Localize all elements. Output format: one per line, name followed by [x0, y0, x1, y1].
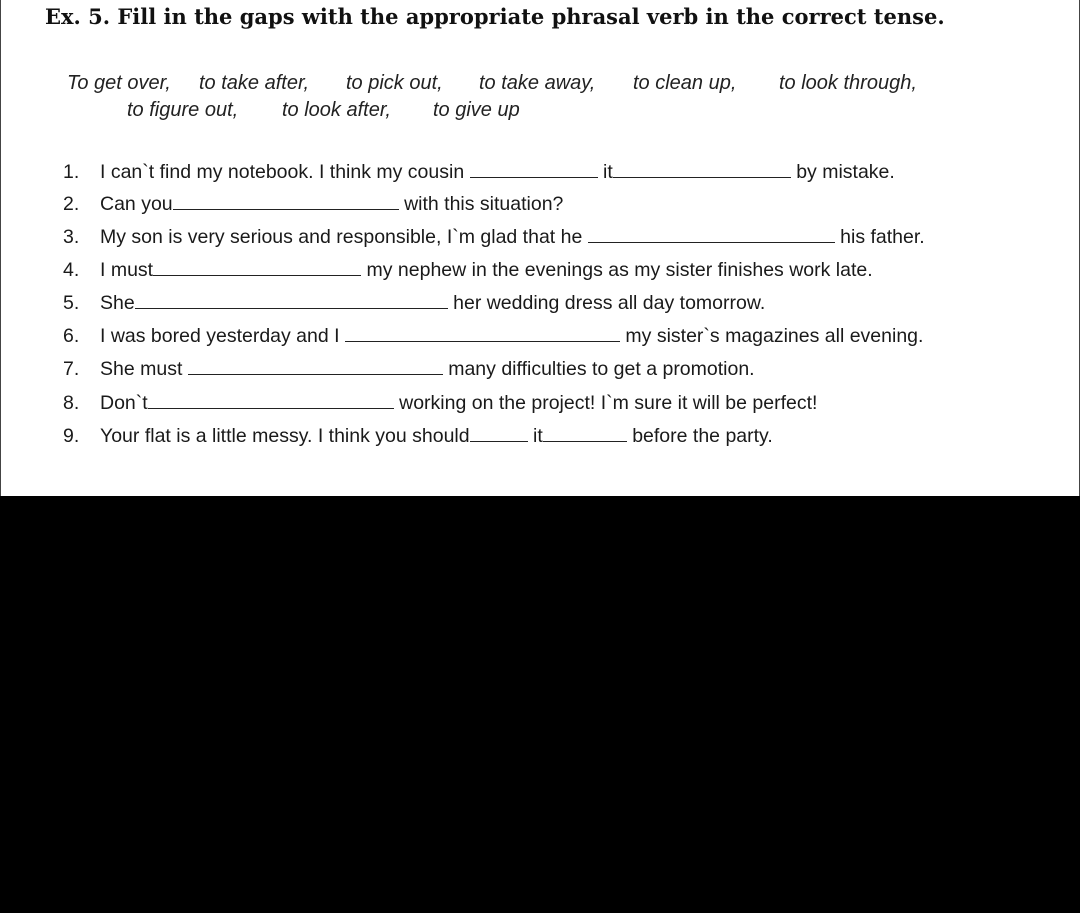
word-bank-item: to look after,: [282, 99, 391, 121]
item-number: 6.: [63, 325, 80, 347]
answer-blank[interactable]: [135, 290, 448, 309]
answer-blank[interactable]: [148, 390, 394, 409]
list-item: [63, 390, 817, 420]
answer-blank[interactable]: [153, 257, 361, 276]
list-item: [63, 159, 895, 189]
item-number: 1.: [63, 161, 80, 183]
item-text: I was bored yesterday and I: [100, 325, 340, 347]
item-text: my sister`s magazines all evening.: [625, 325, 924, 347]
item-text: my nephew in the evenings as my sister finishes work late.: [366, 259, 873, 281]
item-text: My son is very serious and responsible, I`m glad that he: [100, 226, 583, 248]
item-text: before the party.: [632, 425, 773, 447]
item-text: it: [603, 161, 613, 183]
list-item: [63, 356, 755, 386]
answer-blank[interactable]: [470, 159, 598, 178]
answer-blank[interactable]: [345, 323, 620, 342]
answer-blank[interactable]: [470, 423, 528, 442]
item-number: 5.: [63, 292, 80, 314]
list-item: [63, 290, 765, 320]
item-text: his father.: [840, 226, 925, 248]
list-item: [63, 257, 873, 287]
item-text: her wedding dress all day tomorrow.: [453, 292, 766, 314]
word-bank-item: to clean up,: [633, 72, 737, 94]
word-bank-item: to take after,: [199, 72, 310, 94]
list-item: [63, 191, 563, 221]
item-number: 2.: [63, 193, 80, 215]
list-item: [63, 224, 925, 254]
item-number: 4.: [63, 259, 80, 281]
item-number: 9.: [63, 425, 80, 447]
answer-blank[interactable]: [543, 423, 627, 442]
item-text: Can you: [100, 193, 173, 215]
answer-blank[interactable]: [588, 224, 835, 243]
word-bank-item: to look through,: [779, 72, 917, 94]
item-text: it: [533, 425, 543, 447]
item-number: 8.: [63, 392, 80, 414]
item-text: Don`t: [100, 392, 148, 414]
word-bank-item: to figure out,: [127, 99, 239, 121]
item-text: by mistake.: [796, 161, 895, 183]
answer-blank[interactable]: [173, 191, 399, 210]
item-text: working on the project! I`m sure it will be perfect!: [399, 392, 818, 414]
item-text: many difficulties to get a promotion.: [448, 358, 755, 380]
exercise-title: Ex. 5. Fill in the gaps with the appropriate phrasal verb in the correct tense.: [45, 4, 945, 29]
item-text: She must: [100, 358, 183, 380]
word-bank-item: to take away,: [479, 72, 596, 94]
answer-blank[interactable]: [188, 356, 443, 375]
word-bank-item: to give up: [433, 99, 520, 121]
item-number: 7.: [63, 358, 80, 380]
item-text: Your flat is a little messy. I think you should: [100, 425, 470, 447]
item-text: I must: [100, 259, 154, 281]
item-text: with this situation?: [404, 193, 564, 215]
item-text: I can`t find my notebook. I think my cousin: [100, 161, 465, 183]
answer-blank[interactable]: [613, 159, 791, 178]
word-bank-item: To get over,: [67, 72, 171, 94]
list-item: [63, 423, 773, 453]
item-text: She: [100, 292, 135, 314]
list-item: [63, 323, 923, 353]
word-bank-item: to pick out,: [346, 72, 443, 94]
item-number: 3.: [63, 226, 80, 248]
